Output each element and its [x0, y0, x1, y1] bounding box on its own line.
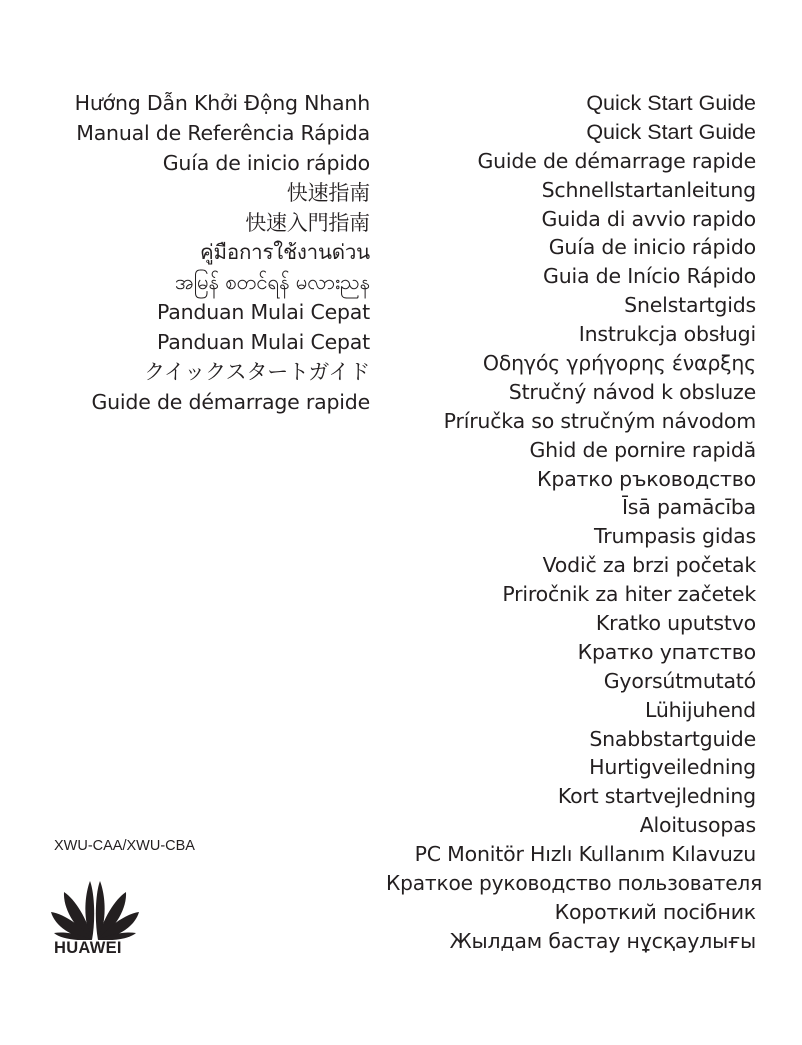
title-macedonian: Кратко упатство	[577, 639, 756, 664]
title-malay: Panduan Mulai Cepat	[157, 330, 370, 355]
title-spanish: Guía de inicio rápido	[548, 235, 756, 260]
title-czech: Stručný návod k obsluze	[508, 379, 756, 404]
title-italian: Guida di avvio rapido	[541, 206, 756, 231]
titles-left-column	[40, 89, 370, 418]
title-danish: Kort startvejledning	[557, 784, 756, 809]
title-russian: Краткое руководство пользователя	[386, 871, 763, 896]
title-slovak: Príručka so stručným návodom	[443, 408, 756, 433]
title-slovenian: Priročnik za hiter začetek	[502, 582, 756, 607]
title-croatian: Vodič za brzi početak	[542, 553, 756, 578]
title-english-2: Quick Start Guide	[586, 119, 756, 144]
title-burmese: အမြန် စတင်ရန် မလားညန	[174, 270, 370, 295]
title-serbian: Kratko uputstvo	[595, 611, 756, 636]
title-portuguese-brazil: Manual de Referência Rápida	[76, 120, 370, 145]
title-japanese: クイックスタートガイド	[144, 360, 370, 385]
title-dutch: Snelstartgids	[624, 293, 756, 318]
title-kazakh: Жылдам бастау нұсқаулығы	[449, 928, 756, 953]
title-french: Guide de démarrage rapide	[477, 148, 756, 173]
title-thai: คู่มือการใช้งานด่วน	[200, 240, 370, 265]
title-bulgarian: Кратко ръководство	[537, 466, 756, 491]
title-estonian: Lühijuhend	[644, 697, 756, 722]
title-portuguese: Guia de Início Rápido	[543, 264, 756, 289]
title-finnish: Aloitusopas	[639, 813, 756, 838]
title-german: Schnellstartanleitung	[541, 177, 756, 202]
title-greek: Οδηγός γρήγορης έναρξης	[482, 351, 756, 376]
title-turkish: PC Monitör Hızlı Kullanım Kılavuzu	[414, 842, 756, 867]
title-polish: Instrukcja obsługi	[578, 322, 756, 347]
title-vietnamese: Hướng Dẫn Khởi Động Nhanh	[74, 91, 370, 115]
title-latvian: Īsā pamācība	[621, 495, 756, 520]
title-chinese-traditional: 快速入門指南	[245, 210, 370, 235]
title-swedish: Snabbstartguide	[589, 726, 756, 751]
model-number: XWU-CAA/XWU-CBA	[54, 838, 195, 854]
title-indonesian: Panduan Mulai Cepat	[157, 300, 370, 325]
brand-wordmark: HUAWEI	[54, 939, 122, 957]
title-norwegian: Hurtigveiledning	[589, 755, 756, 780]
title-french-left: Guide de démarrage rapide	[91, 389, 370, 414]
title-lithuanian: Trumpasis gidas	[593, 524, 756, 549]
title-chinese-simplified: 快速指南	[286, 180, 370, 205]
title-spanish-latam: Guía de inicio rápido	[162, 150, 370, 175]
titles-right-column	[380, 89, 763, 956]
title-romanian: Ghid de pornire rapidă	[529, 437, 756, 462]
title-english-1: Quick Start Guide	[586, 91, 756, 115]
title-ukrainian: Короткий посібник	[554, 899, 756, 924]
title-hungarian: Gyorsútmutató	[603, 668, 756, 693]
